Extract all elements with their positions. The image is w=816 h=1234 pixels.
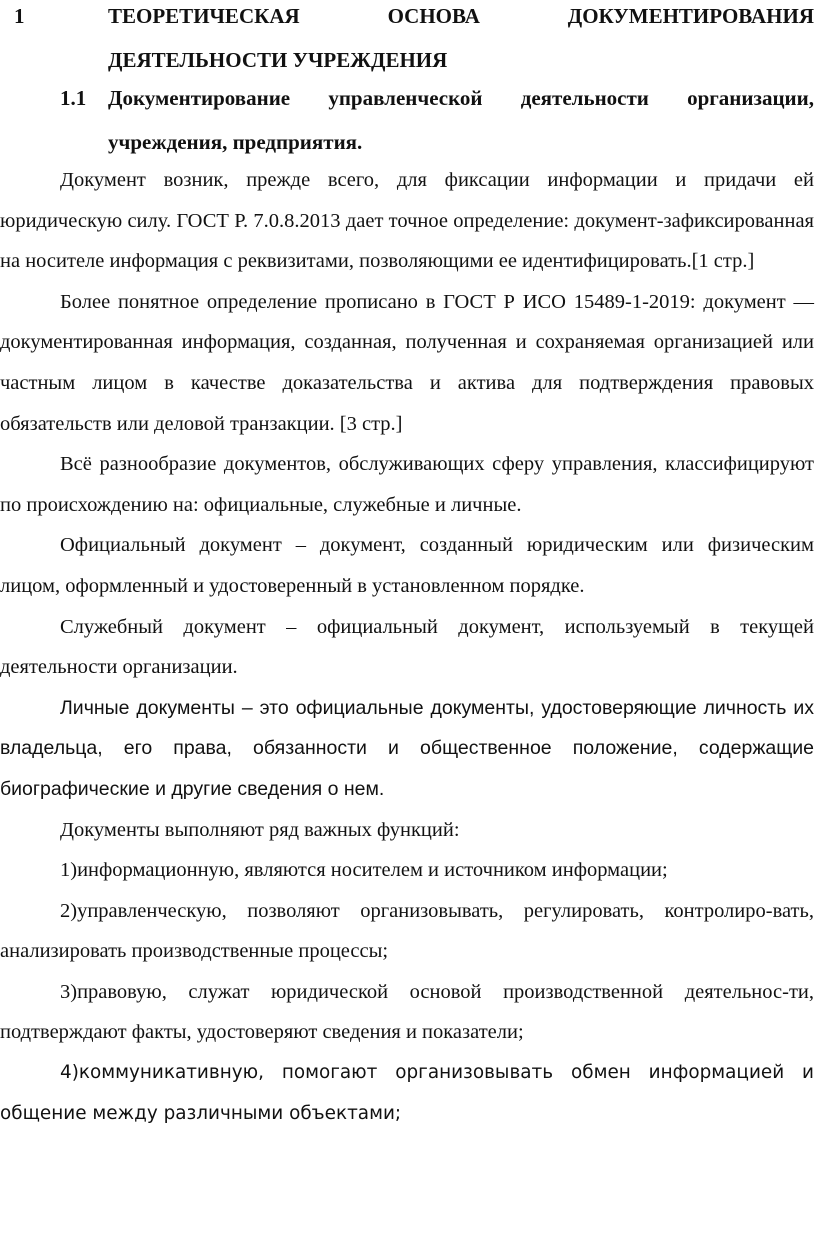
paragraph-official-document: Официальный документ – документ, созданный юридическим или физическим лицом, оформленный и удостоверенный в установленном порядке. [0,534,814,597]
section-title-word: организации, [687,86,814,110]
paragraph-iso-definition: Более понятное определение прописано в ГОСТ Р ИСО 15489-1-2019: документ — документированная информация, созданная, полученная и сохраняемая организацией или частным лицом в качестве доказательства и актива для подтверждения правовых обязательств или деловой транзакции. [3 стр.] [0,290,814,435]
section-title-word: Документирование [108,86,291,110]
paragraph-service-document: Служебный документ – официальный документ, используемый в текущей деятельности организации. [0,615,814,679]
chapter-title-word: ТЕОРЕТИЧЕСКАЯ [108,4,300,28]
list-item-function-3: 3)правовую, служат юридической основой производственной деятельнос-ти, подтверждают факты, удостоверяют сведения и показатели; [0,980,814,1044]
section-title-word: управленческой [328,86,483,110]
chapter-number: 1 [14,4,25,28]
section-title-line-2: учреждения, предприятия. [108,130,363,154]
chapter-heading [0,0,816,82]
list-item-function-1: 1)информационную, являются носителем и источником информации; [60,859,668,882]
body-text [0,160,814,1134]
paragraph-classification: Всё разнообразие документов, обслуживающих сферу управления, классифицируют по происхождению на: официальные, служебные и личные. [0,453,814,516]
paragraph-functions-intro: Документы выполняют ряд важных функций: [60,818,460,841]
paragraph-personal-documents: Личные документы – это официальные документы, удостоверяющие личность их владельца, его права, обязанности и общественное положение, содержащие биографические и другие сведения о нем. [0,696,814,800]
chapter-title-word: ОСНОВА [387,4,480,28]
section-number: 1.1 [60,86,87,110]
section-heading [0,76,816,164]
list-item-function-4: 4)коммуникативную, помогают организовывать обмен информацией и общение между различными объектами; [0,1062,814,1124]
section-title [108,76,814,164]
section-title-line-1 [108,76,814,120]
chapter-title-word: ДОКУМЕНТИРОВАНИЯ [567,4,814,28]
section-title-word: деятельности [520,86,649,110]
chapter-title-line-2: ДЕЯТЕЛЬНОСТИ УЧРЕЖДЕНИЯ [108,48,448,72]
chapter-title [108,0,814,82]
list-item-function-2: 2)управленческую, позволяют организовывать, регулировать, контролиро-вать, анализировать производственные процессы; [0,899,814,963]
paragraph-document-definition: Документ возник, прежде всего, для фиксации информации и придачи ей юридическую силу. ГОСТ Р. 7.0.8.2013 дает точное определение: документ-зафиксированная на носителе информация с реквизитами, позволяющими ее идентифицировать.[1 стр.] [0,169,814,273]
chapter-title-line-1 [108,0,814,38]
